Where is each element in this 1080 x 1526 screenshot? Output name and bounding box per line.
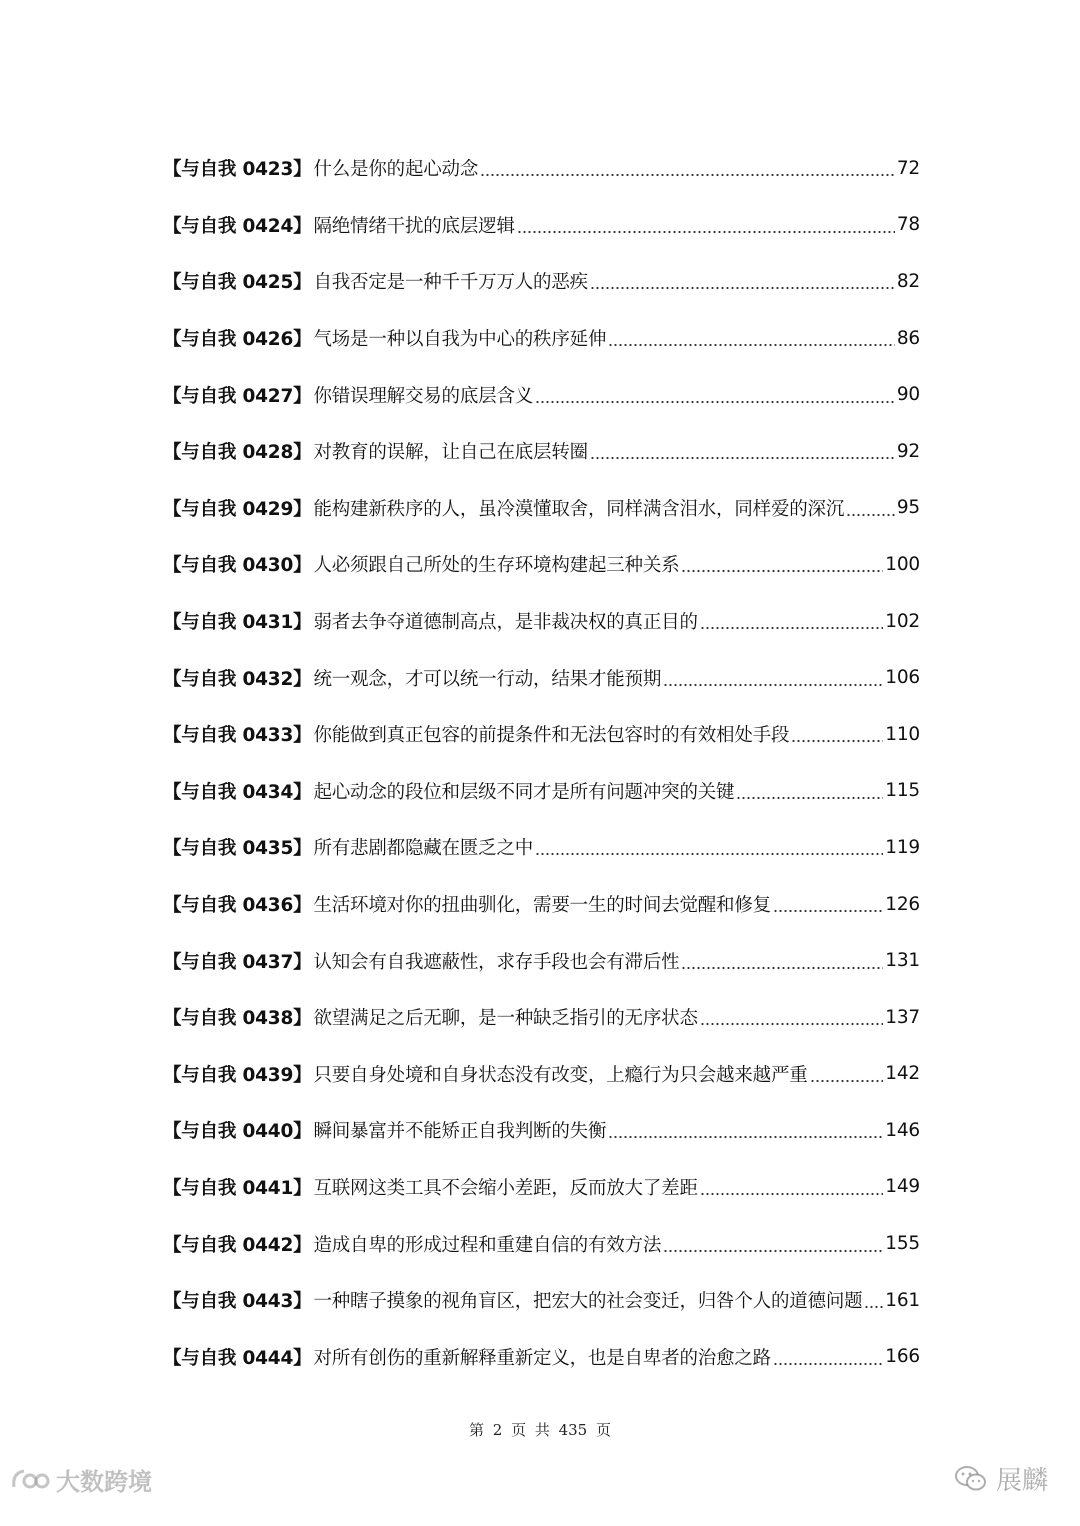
wechat-icon bbox=[954, 1464, 988, 1494]
toc-entry-page-number: 100 bbox=[885, 553, 920, 575]
toc-entry-title: 只要自身处境和自身状态没有改变，上瘾行为只会越来越严重 bbox=[313, 1064, 808, 1086]
toc-dot-leader bbox=[681, 569, 883, 573]
toc-entry-page-number: 106 bbox=[885, 667, 920, 689]
toc-entry-title: 弱者去争夺道德制高点，是非裁决权的真正目的 bbox=[313, 612, 698, 634]
toc-entry-page-number: 92 bbox=[896, 440, 920, 462]
toc-entry-title: 互联网这类工具不会缩小差距，反而放大了差距 bbox=[313, 1177, 698, 1199]
toc-entry-title: 对所有创伤的重新解释重新定义，也是自卑者的治愈之路 bbox=[313, 1347, 771, 1369]
toc-entry-title: 瞬间暴富并不能矫正自我判断的失衡 bbox=[313, 1121, 607, 1143]
toc-entry-title: 人必须跟自己所处的生存环境构建起三种关系 bbox=[313, 555, 680, 577]
toc-entry-page-number: 115 bbox=[885, 780, 920, 802]
toc-entry-title: 欲望满足之后无聊，是一种缺乏指引的无序状态 bbox=[313, 1008, 698, 1030]
toc-entry-page-number: 119 bbox=[885, 836, 920, 858]
toc-dot-leader bbox=[773, 909, 883, 913]
toc-entry-page-number: 155 bbox=[885, 1233, 920, 1255]
toc-entry-title: 能构建新秩序的人，虽冷漠懂取舍，同样满含泪水，同样爱的深沉 bbox=[313, 498, 845, 520]
toc-entry-page-number: 131 bbox=[885, 950, 920, 972]
watermark-left bbox=[10, 1462, 152, 1497]
toc-entry-title: 什么是你的起心动念 bbox=[313, 159, 479, 181]
toc-entry[interactable] bbox=[163, 1102, 920, 1159]
watermark-right bbox=[954, 1460, 1048, 1497]
toc-entry[interactable] bbox=[163, 253, 920, 310]
toc-entry[interactable] bbox=[163, 1272, 920, 1329]
toc-entry-tag: 【与自我 0437】 bbox=[163, 951, 312, 973]
toc-entry[interactable] bbox=[163, 706, 920, 763]
watermark-left-text: 大数跨境 bbox=[56, 1468, 152, 1496]
toc-entry-title: 统一观念，才可以统一行动，结果才能预期 bbox=[313, 668, 662, 690]
toc-entry-title: 对教育的误解，让自己在底层转圈 bbox=[313, 442, 588, 464]
toc-entry[interactable] bbox=[163, 1328, 920, 1385]
table-of-contents bbox=[163, 140, 920, 1385]
toc-entry[interactable] bbox=[163, 819, 920, 876]
toc-entry-tag: 【与自我 0431】 bbox=[163, 612, 312, 634]
toc-entry-page-number: 142 bbox=[885, 1063, 920, 1085]
toc-entry-page-number: 72 bbox=[896, 157, 920, 179]
toc-entry[interactable] bbox=[163, 649, 920, 706]
toc-entry-tag: 【与自我 0439】 bbox=[163, 1064, 312, 1086]
toc-entry[interactable] bbox=[163, 310, 920, 367]
toc-entry-tag: 【与自我 0429】 bbox=[163, 498, 312, 520]
toc-entry-page-number: 82 bbox=[896, 270, 920, 292]
toc-entry[interactable] bbox=[163, 932, 920, 989]
toc-dot-leader bbox=[773, 1362, 883, 1366]
toc-entry-page-number: 95 bbox=[896, 497, 920, 519]
toc-entry-page-number: 86 bbox=[896, 327, 920, 349]
toc-entry-page-number: 149 bbox=[885, 1176, 920, 1198]
toc-entry-title: 你能做到真正包容的前提条件和无法包容时的有效相处手段 bbox=[313, 725, 790, 747]
toc-entry[interactable] bbox=[163, 197, 920, 254]
toc-entry-tag: 【与自我 0424】 bbox=[163, 215, 312, 237]
toc-entry-tag: 【与自我 0438】 bbox=[163, 1008, 312, 1030]
toc-dot-leader bbox=[608, 1135, 883, 1139]
toc-entry-tag: 【与自我 0444】 bbox=[163, 1347, 312, 1369]
toc-entry[interactable] bbox=[163, 989, 920, 1046]
toc-entry[interactable] bbox=[163, 140, 920, 197]
toc-entry-tag: 【与自我 0441】 bbox=[163, 1177, 312, 1199]
toc-entry-title: 你错误理解交易的底层含义 bbox=[313, 385, 534, 407]
toc-dot-leader bbox=[480, 173, 895, 177]
toc-entry-tag: 【与自我 0427】 bbox=[163, 385, 312, 407]
toc-entry-page-number: 90 bbox=[896, 384, 920, 406]
toc-entry-page-number: 166 bbox=[885, 1346, 920, 1368]
toc-dot-leader bbox=[846, 513, 895, 517]
toc-entry[interactable] bbox=[163, 1046, 920, 1103]
toc-dot-leader bbox=[681, 966, 883, 970]
toc-entry-title: 生活环境对你的扭曲驯化，需要一生的时间去觉醒和修复 bbox=[313, 895, 771, 917]
toc-entry[interactable] bbox=[163, 480, 920, 537]
toc-dot-leader bbox=[608, 343, 895, 347]
toc-entry-page-number: 146 bbox=[885, 1119, 920, 1141]
toc-dot-leader bbox=[700, 1192, 884, 1196]
toc-entry-tag: 【与自我 0434】 bbox=[163, 781, 312, 803]
toc-dot-leader bbox=[663, 1249, 883, 1253]
toc-entry-tag: 【与自我 0443】 bbox=[163, 1291, 312, 1313]
toc-entry-title: 造成自卑的形成过程和重建自信的有效方法 bbox=[313, 1234, 662, 1256]
toc-entry[interactable] bbox=[163, 876, 920, 933]
toc-entry[interactable] bbox=[163, 1159, 920, 1216]
brand-logo-icon bbox=[10, 1465, 50, 1495]
toc-entry-tag: 【与自我 0423】 bbox=[163, 159, 312, 181]
toc-dot-leader bbox=[864, 1305, 883, 1309]
toc-entry-tag: 【与自我 0426】 bbox=[163, 329, 312, 351]
toc-entry[interactable] bbox=[163, 366, 920, 423]
toc-entry-tag: 【与自我 0433】 bbox=[163, 725, 312, 747]
toc-entry-title: 自我否定是一种千千万万人的恶疾 bbox=[313, 272, 588, 294]
toc-dot-leader bbox=[810, 1079, 884, 1083]
toc-entry-page-number: 102 bbox=[885, 610, 920, 632]
toc-entry-page-number: 126 bbox=[885, 893, 920, 915]
toc-entry[interactable] bbox=[163, 1215, 920, 1272]
toc-entry-title: 气场是一种以自我为中心的秩序延伸 bbox=[313, 329, 607, 351]
toc-entry-tag: 【与自我 0432】 bbox=[163, 668, 312, 690]
toc-dot-leader bbox=[535, 852, 883, 856]
toc-entry-title: 一种瞎子摸象的视角盲区，把宏大的社会变迁，归咎个人的道德问题 bbox=[313, 1291, 863, 1313]
toc-dot-leader bbox=[517, 230, 895, 234]
toc-entry-title: 认知会有自我遮蔽性，求存手段也会有滞后性 bbox=[313, 951, 680, 973]
toc-entry[interactable] bbox=[163, 763, 920, 820]
toc-entry-tag: 【与自我 0440】 bbox=[163, 1121, 312, 1143]
toc-entry-tag: 【与自我 0435】 bbox=[163, 838, 312, 860]
toc-dot-leader bbox=[590, 286, 895, 290]
toc-dot-leader bbox=[590, 456, 895, 460]
toc-entry-tag: 【与自我 0436】 bbox=[163, 895, 312, 917]
toc-entry-page-number: 110 bbox=[885, 723, 920, 745]
watermark-right-text: 展麟 bbox=[995, 1466, 1048, 1496]
toc-dot-leader bbox=[700, 1022, 884, 1026]
toc-entry-tag: 【与自我 0425】 bbox=[163, 272, 312, 294]
toc-entry[interactable] bbox=[163, 423, 920, 480]
toc-entry-title: 所有悲剧都隐藏在匮乏之中 bbox=[313, 838, 534, 860]
toc-entry[interactable] bbox=[163, 536, 920, 593]
toc-entry-tag: 【与自我 0430】 bbox=[163, 555, 312, 577]
toc-entry-page-number: 78 bbox=[896, 214, 920, 236]
toc-entry-page-number: 137 bbox=[885, 1006, 920, 1028]
toc-entry-tag: 【与自我 0442】 bbox=[163, 1234, 312, 1256]
toc-entry-tag: 【与自我 0428】 bbox=[163, 442, 312, 464]
page-number-footer: 第 2 页 共 435 页 bbox=[468, 1421, 611, 1439]
toc-dot-leader bbox=[535, 400, 895, 404]
toc-entry-page-number: 161 bbox=[885, 1289, 920, 1311]
toc-dot-leader bbox=[736, 796, 883, 800]
toc-entry[interactable] bbox=[163, 593, 920, 650]
toc-dot-leader bbox=[700, 626, 884, 630]
toc-entry-title: 起心动念的段位和层级不同才是所有问题冲突的关键 bbox=[313, 781, 735, 803]
toc-entry-title: 隔绝情绪干扰的底层逻辑 bbox=[313, 215, 515, 237]
toc-dot-leader bbox=[791, 739, 883, 743]
toc-dot-leader bbox=[663, 683, 883, 687]
